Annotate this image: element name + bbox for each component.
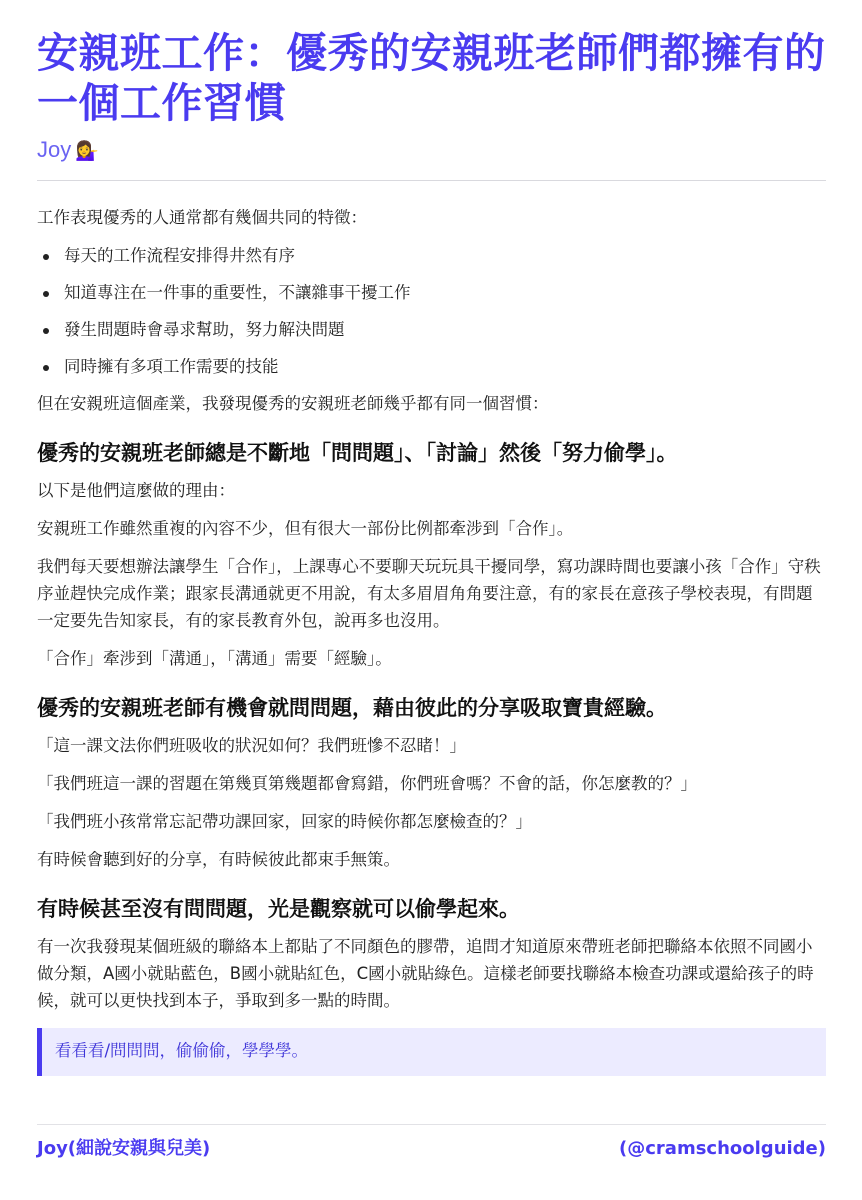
section-heading-2: 優秀的安親班老師有機會就問問題，藉由彼此的分享吸取寶貴經驗。: [37, 696, 667, 720]
intro-lead: 工作表現優秀的人通常都有幾個共同的特徵：: [37, 208, 367, 227]
footer-author: Joy(細說安親與兒美): [37, 1138, 211, 1159]
article-body: [37, 204, 826, 1076]
paragraph: 有時候會聽到好的分享，有時候彼此都束手無策。: [37, 850, 400, 869]
footer-divider: [37, 1124, 826, 1125]
section-heading-1: 優秀的安親班老師總是不斷地「問問題」、「討論」然後「努力偷學」。: [37, 441, 678, 465]
footer: [37, 1137, 826, 1161]
section-heading-3: 有時候甚至沒有問問題，光是觀察就可以偷學起來。: [37, 897, 520, 921]
list-item: 知道專注在一件事的重要性，不讓雜事干擾工作: [37, 279, 826, 306]
page-title: 安親班工作：優秀的安親班老師們都擁有的一個工作習慣: [37, 29, 826, 127]
highlight-quote: 看看看/問問問，偷偷偷，學學學。: [37, 1028, 826, 1076]
paragraph: 以下是他們這麼做的理由：: [37, 481, 235, 500]
traits-list: [37, 242, 826, 380]
author-line: [37, 136, 826, 166]
paragraph: 我們每天要想辦法讓學生「合作」，上課專心不要聊天玩玩具干擾同學，寫功課時間也要讓小孩「合作」守秩序並趕快完成作業；跟家長溝通就更不用說，有太多眉眉角角要注意，有的家長在意孩子學校表現，有問題一定要先告知家長，有的家長教育外包，說再多也沒用。: [37, 557, 821, 630]
author-emoji: 💁‍♀️: [75, 141, 99, 162]
list-item: 每天的工作流程安排得井然有序: [37, 242, 826, 269]
list-item: 發生問題時會尋求幫助，努力解決問題: [37, 316, 826, 343]
paragraph: 「我們班小孩常常忘記帶功課回家，回家的時候你都怎麼檢查的？」: [37, 812, 532, 831]
paragraph: 有一次我發現某個班級的聯絡本上都貼了不同顏色的膠帶，追問才知道原來帶班老師把聯絡本依照不同國小做分類，A國小就貼藍色，B國小就貼紅色，C國小就貼綠色。這樣老師要找聯絡本檢查功課或還給孩子的時候，就可以更快找到本子，爭取到多一點的時間。: [37, 937, 814, 1010]
author-name: Joy: [37, 137, 72, 162]
intro-closing: 但在安親班這個產業，我發現優秀的安親班老師幾乎都有同一個習慣：: [37, 394, 549, 413]
paragraph: 安親班工作雖然重複的內容不少，但有很大一部份比例都牽涉到「合作」。: [37, 519, 574, 538]
article: [37, 28, 826, 1076]
paragraph: 「我們班這一課的習題在第幾頁第幾題都會寫錯，你們班會嗎？不會的話，你怎麼教的？」: [37, 774, 697, 793]
paragraph: 「這一課文法你們班吸收的狀況如何？我們班慘不忍睹！」: [37, 736, 466, 755]
paragraph: 「合作」牽涉到「溝通」，「溝通」需要「經驗」。: [37, 649, 392, 668]
header-divider: [37, 180, 826, 181]
list-item: 同時擁有多項工作需要的技能: [37, 353, 826, 380]
footer-handle: (@cramschoolguide): [619, 1138, 826, 1159]
